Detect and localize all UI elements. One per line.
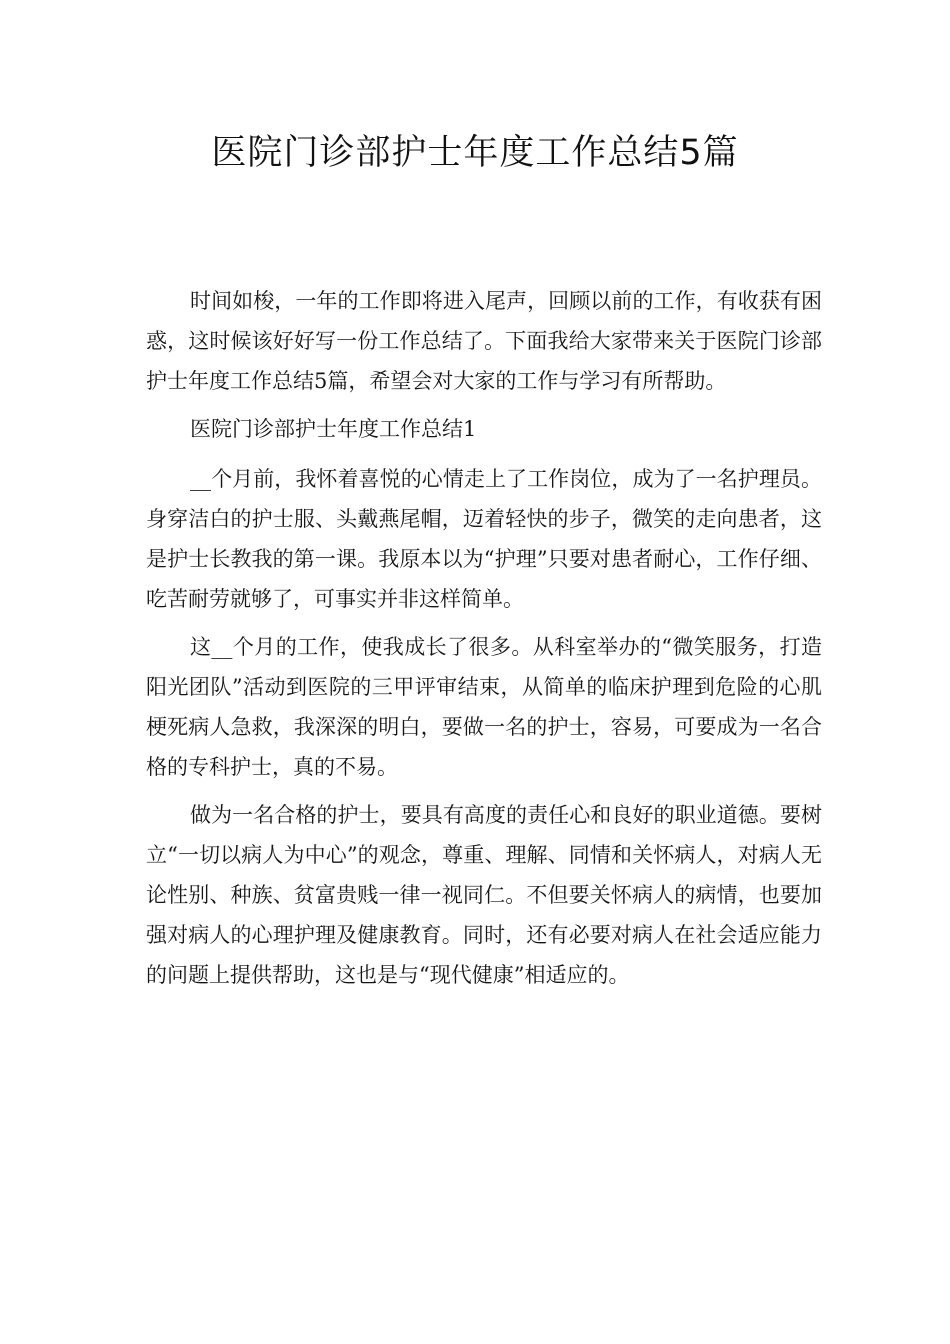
section-heading-1: 医院门诊部护士年度工作总结1 [190, 417, 477, 441]
document-title: 医院门诊部护士年度工作总结5篇 [211, 133, 739, 173]
body-paragraph-2: 这__个月的工作，使我成长了很多。从科室举办的“微笑服务，打造阳光团队”活动到医院的三甲评审结束，从简单的临床护理到危险的心肌梗死病人急救，我深深的明白，要做一名的护士，容易，可要成为一名合格的专科护士，真的不易。 [146, 635, 822, 779]
document-body [146, 281, 822, 1003]
intro-paragraph: 时间如梭，一年的工作即将进入尾声，回顾以前的工作，有收获有困惑，这时候该好好写一份工作总结了。下面我给大家带来关于医院门诊部护士年度工作总结5篇，希望会对大家的工作与学习有所帮助。 [146, 289, 822, 393]
body-paragraph-3: 做为一名合格的护士，要具有高度的责任心和良好的职业道德。要树立“一切以病人为中心”的观念，尊重、理解、同情和关怀病人，对病人无论性别、种族、贫富贵贱一律一视同仁。不但要关怀病人的病情，也要加强对病人的心理护理及健康教育。同时，还有必要对病人在社会适应能力的问题上提供帮助，这也是与“现代健康”相适应的。 [146, 803, 822, 987]
body-paragraph-1: __个月前，我怀着喜悦的心情走上了工作岗位，成为了一名护理员。身穿洁白的护士服、头戴燕尾帽，迈着轻快的步子，微笑的走向患者，这是护士长教我的第一课。我原本以为“护理”只要对患者耐心，工作仔细、吃苦耐劳就够了，可事实并非这样简单。 [146, 467, 822, 611]
